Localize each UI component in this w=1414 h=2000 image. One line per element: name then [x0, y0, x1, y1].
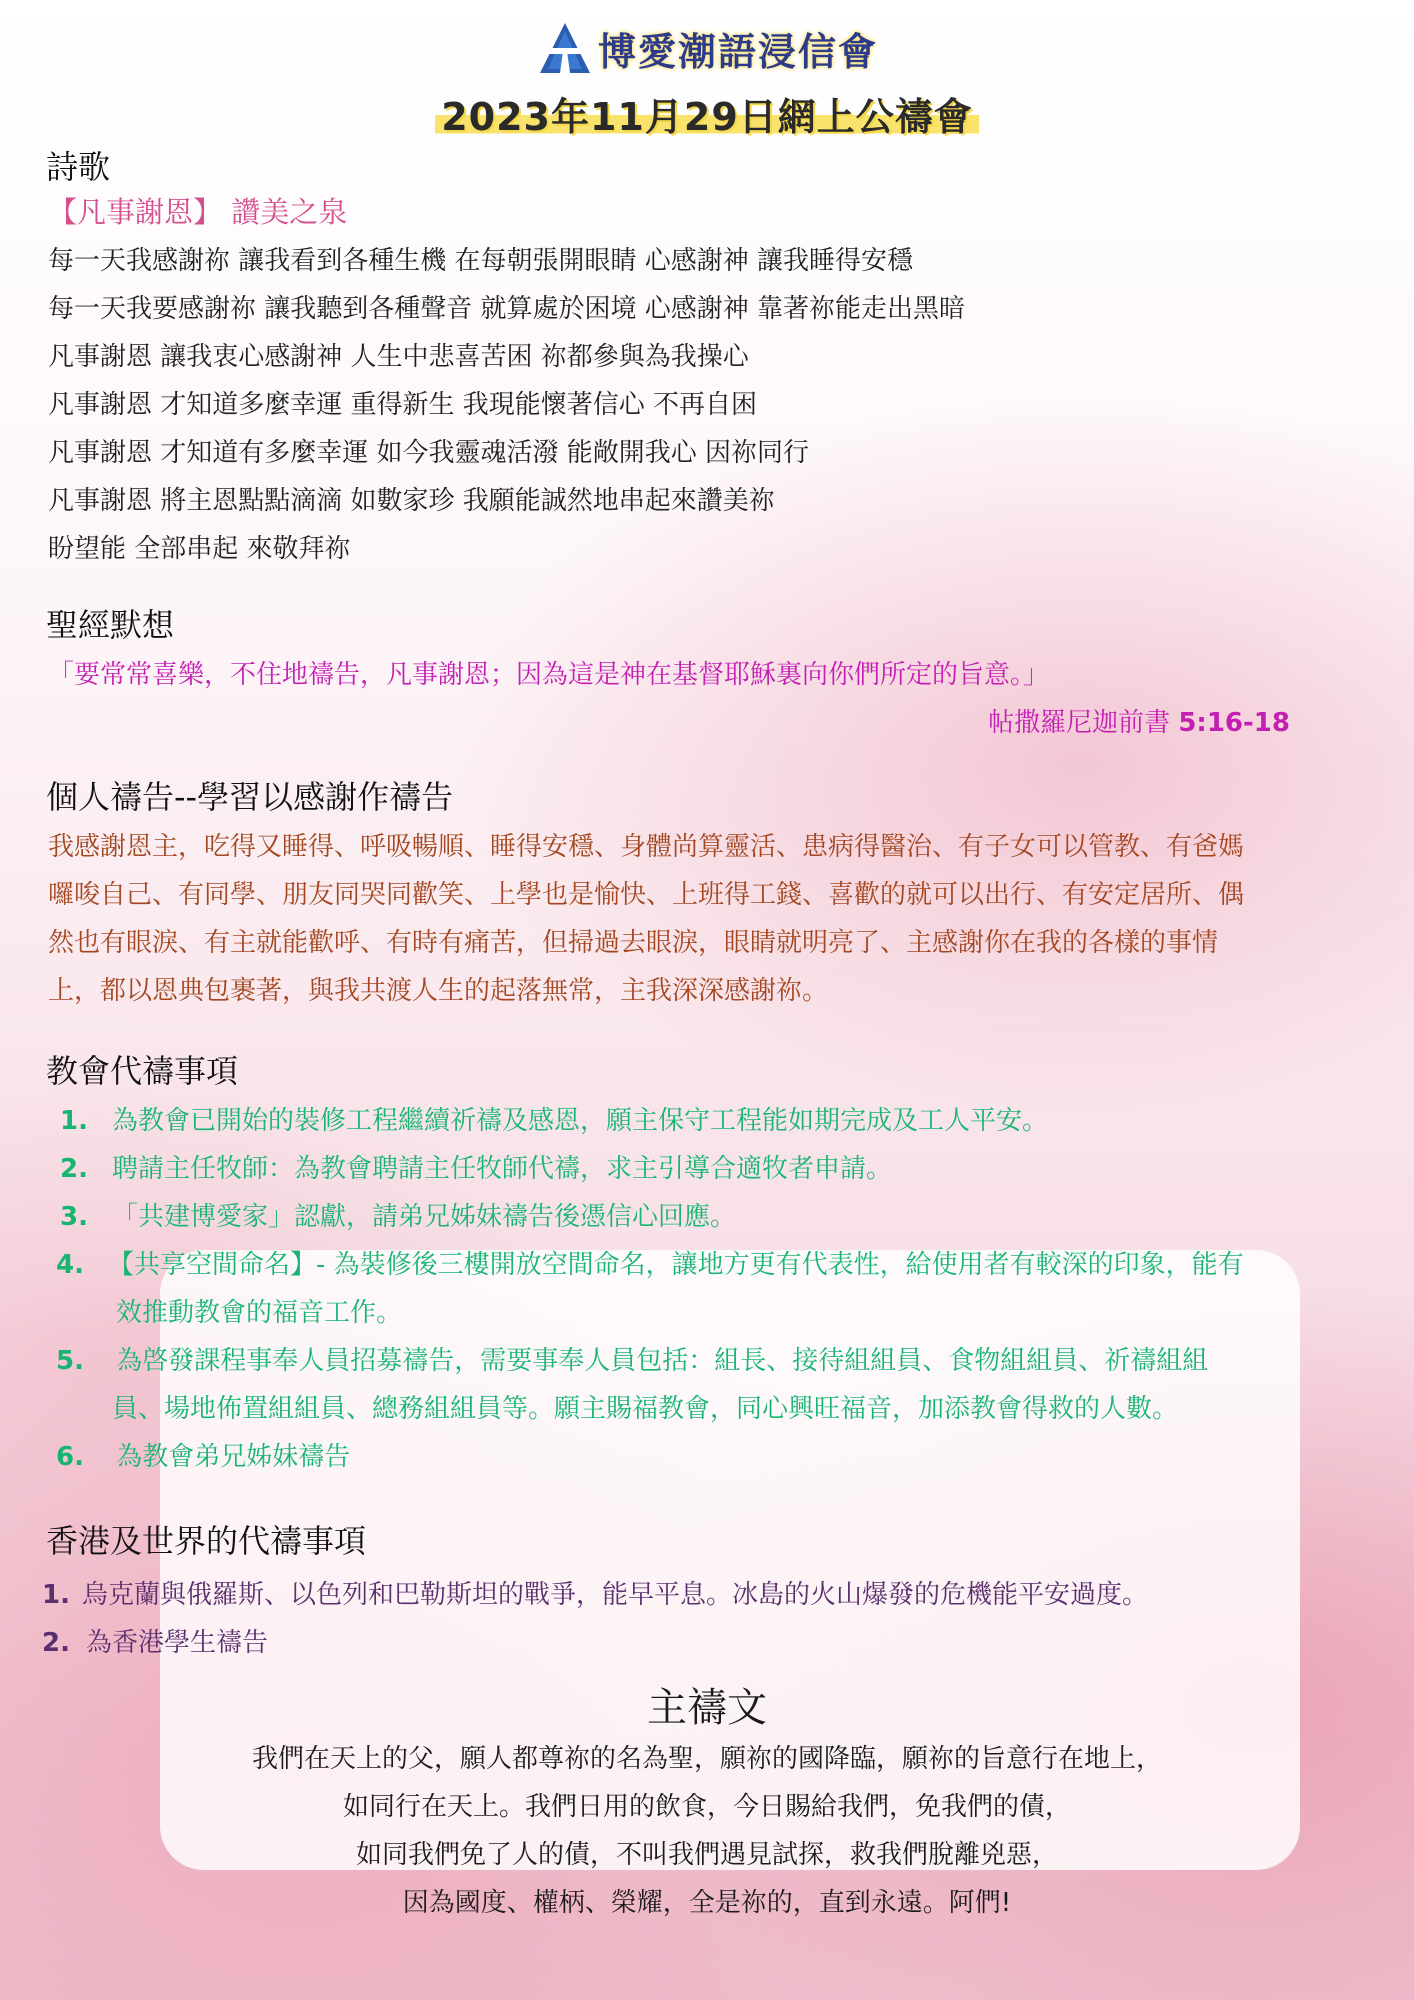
world-request-item — [42, 1622, 268, 1659]
item-number: 5. — [56, 1346, 84, 1376]
lords-prayer-title: 主禱文 — [647, 1685, 767, 1731]
scripture-book: 帖撒羅尼迦前書 — [988, 708, 1179, 738]
lyric-line: 凡事謝恩 才知道有多麼幸運 如今我靈魂活潑 能敞開我心 因祢同行 — [48, 438, 810, 468]
lyric-line: 每一天我要感謝祢 讓我聽到各種聲音 就算處於困境 心感謝神 靠著祢能走出黑暗 — [48, 294, 966, 324]
church-request-item — [56, 1340, 1208, 1377]
item-text: 為啓發課程事奉人員招募禱告，需要事奉人員包括：組長、接待組組員、食物組組員、祈禱組組 — [108, 1346, 1209, 1376]
item-text: 【共享空間命名】- 為裝修後三樓開放空間命名，讓地方更有代表性，給使用者有較深的印象，能有 — [108, 1250, 1244, 1280]
lords-prayer-line: 我們在天上的父，願人都尊祢的名為聖，願祢的國降臨，願祢的旨意行在地上， — [251, 1744, 1162, 1774]
meditation-section-title: 聖經默想 — [46, 606, 175, 644]
personal-prayer-line: 然也有眼淚、有主就能歡呼、有時有痛苦，但掃過去眼淚，眼睛就明亮了、主感謝你在我的各樣的事情 — [48, 928, 1219, 958]
church-request-item — [60, 1100, 1048, 1137]
hymn-song-title: 【凡事謝恩】 讚美之泉 — [48, 195, 348, 229]
org-header — [0, 20, 1414, 76]
lords-prayer-line: 如同行在天上。我們日用的飲食，今日賜給我們，免我們的債， — [342, 1792, 1071, 1822]
scripture-reference — [988, 702, 1290, 739]
church-request-item-continued: 員、場地佈置組組員、總務組組員等。願主賜福教會，同心興旺福音，加添教會得救的人數。 — [112, 1394, 1179, 1424]
item-number: 6. — [56, 1442, 84, 1472]
lyric-line: 凡事謝恩 讓我衷心感謝神 人生中悲喜苦困 祢都參與為我操心 — [48, 342, 749, 372]
hymn-section-title: 詩歌 — [46, 148, 111, 186]
lords-prayer-line: 因為國度、權柄、榮耀，全是祢的，直到永遠。阿們! — [402, 1888, 1012, 1918]
church-logo-icon — [536, 21, 594, 75]
personal-prayer-line: 上，都以恩典包裹著，與我共渡人生的起落無常，主我深深感謝祢。 — [48, 976, 829, 1006]
lyric-line: 凡事謝恩 才知道多麼幸運 重得新生 我現能懷著信心 不再自困 — [48, 390, 758, 420]
scripture-verse: 「要常常喜樂，不住地禱告，凡事謝恩；因為這是神在基督耶穌裏向你們所定的旨意。」 — [48, 660, 1050, 690]
church-request-item — [60, 1148, 892, 1185]
world-requests-section-title: 香港及世界的代禱事項 — [46, 1522, 367, 1560]
lyric-line: 每一天我感謝祢 讓我看到各種生機 在每朝張開眼睛 心感謝神 讓我睡得安穩 — [48, 246, 914, 276]
church-requests-section-title: 教會代禱事項 — [46, 1052, 239, 1090]
item-text: 烏克蘭與俄羅斯、以色列和巴勒斯坦的戰爭，能早平息。冰島的火山爆發的危機能平安過度。 — [82, 1580, 1149, 1610]
church-request-item — [60, 1196, 736, 1233]
item-number: 2. — [42, 1628, 70, 1658]
item-number: 4. — [56, 1250, 84, 1280]
item-text: 為香港學生禱告 — [86, 1628, 269, 1658]
item-text: 聘請主任牧師：為教會聘請主任牧師代禱，求主引導合適牧者申請。 — [112, 1154, 893, 1184]
scripture-chapter-verse: 5:16-18 — [1178, 708, 1290, 738]
personal-prayer-line: 我感謝恩主，吃得又睡得、呼吸暢順、睡得安穩、身體尚算靈活、患病得醫治、有子女可以管教、有爸媽 — [48, 832, 1245, 862]
meeting-title — [0, 86, 1414, 141]
item-number: 1. — [60, 1106, 88, 1136]
item-number: 2. — [60, 1154, 88, 1184]
world-request-item — [42, 1574, 1148, 1611]
item-text: 為教會已開始的裝修工程繼續祈禱及感恩，願主保守工程能如期完成及工人平安。 — [112, 1106, 1049, 1136]
item-number: 1. — [42, 1580, 70, 1610]
lyric-line: 盼望能 全部串起 來敬拜祢 — [48, 534, 351, 564]
church-request-item — [56, 1244, 1244, 1281]
item-text: 為教會弟兄姊妹禱告 — [108, 1442, 351, 1472]
church-request-item — [56, 1436, 350, 1473]
item-text: 「共建博愛家」認獻，請弟兄姊妹禱告後憑信心回應。 — [112, 1202, 737, 1232]
lords-prayer-line: 如同我們免了人的債，不叫我們遇見試探，救我們脫離兇惡， — [355, 1840, 1058, 1870]
church-name: 博愛潮語浸信會 — [597, 29, 878, 74]
church-request-item-continued: 效推動教會的福音工作。 — [116, 1298, 403, 1328]
personal-prayer-section-title: 個人禱告--學習以感謝作禱告 — [46, 778, 454, 816]
meeting-date-text: 2023年11月29日網上公禱會 — [435, 95, 979, 139]
lyric-line: 凡事謝恩 將主恩點點滴滴 如數家珍 我願能誠然地串起來讚美祢 — [48, 486, 775, 516]
item-number: 3. — [60, 1202, 88, 1232]
personal-prayer-line: 囉唆自己、有同學、朋友同哭同歡笑、上學也是愉快、上班得工錢、喜歡的就可以出行、有安定居所、偶 — [48, 880, 1245, 910]
